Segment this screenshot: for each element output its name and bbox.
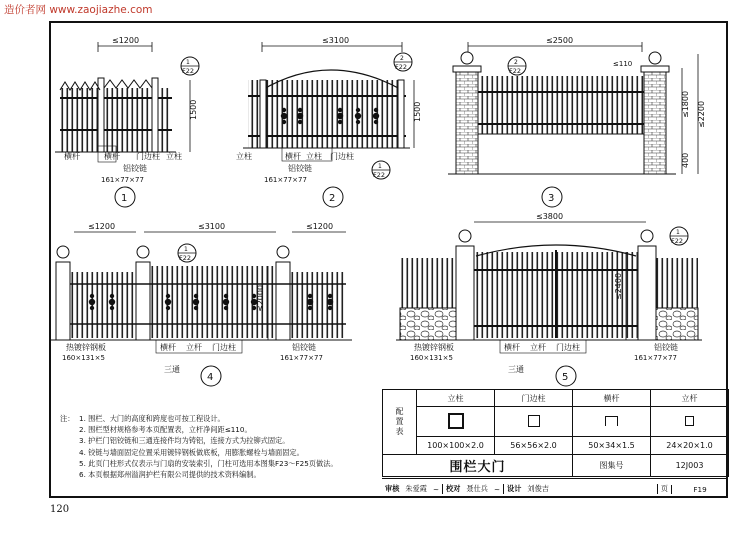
fig2-detail-top-number: 2 bbox=[400, 55, 404, 62]
note-item: 1. 围栏、大门的高度和跨度也可按工程设计。 bbox=[79, 414, 225, 423]
config-size-post: 100×100×2.0 bbox=[417, 437, 495, 455]
fig4-label-gate-post: 门边柱 bbox=[212, 343, 236, 352]
figure-5 bbox=[396, 212, 702, 386]
note-item: 6. 本页根据郑州溢润护栏有限公司提供的技术资料编制。 bbox=[79, 470, 261, 480]
note-item: 4. 铰链与墙面固定位置采用镀锌钢板做底板，用膨胀螺栓与墙面固定。 bbox=[79, 447, 304, 457]
fig1-part-size: 161×77×77 bbox=[101, 176, 144, 184]
drawing-title: 围栏大门 bbox=[383, 455, 573, 477]
fig4-height: ≤2000 bbox=[256, 284, 265, 312]
checker-name: 聂仕兵 bbox=[466, 484, 488, 493]
fig1-number: 1 bbox=[121, 193, 128, 204]
fig5-label-rail: 横杆 bbox=[504, 343, 520, 352]
fig4-plate-name: 热镀锌钢板 bbox=[66, 343, 106, 352]
designer-name: 刘俊吉 bbox=[527, 484, 549, 493]
fig5-label-post: 立杆 bbox=[530, 343, 546, 352]
fig4-number: 4 bbox=[207, 372, 214, 383]
post-section-icon bbox=[417, 407, 495, 437]
fig1-label-rail-2: 横杆 bbox=[104, 152, 120, 161]
fig2-detail-top-ref: F22 bbox=[395, 63, 408, 71]
fig2-height-dimension: 1500 bbox=[413, 101, 422, 122]
fig1-label-rail: 横杆 bbox=[64, 152, 80, 161]
fig5-number: 5 bbox=[562, 372, 569, 383]
atlas-label: 图集号 bbox=[599, 461, 624, 470]
page-number: 120 bbox=[50, 504, 70, 515]
fig2-detail-bottom-number: 1 bbox=[378, 163, 382, 170]
fig1-label-post: 立柱 bbox=[166, 152, 182, 161]
fig3-spacing-dimension: ≤110 bbox=[613, 60, 633, 68]
fig3-width-dimension: ≤2500 bbox=[546, 36, 574, 45]
config-table bbox=[382, 389, 729, 477]
fig5-plate-size: 160×131×5 bbox=[410, 354, 453, 362]
config-col-picket: 立杆 bbox=[651, 390, 729, 407]
fig5-tee: 三通 bbox=[508, 365, 524, 374]
fig2-part-size: 161×77×77 bbox=[264, 176, 307, 184]
fig4-tee: 三通 bbox=[164, 365, 180, 374]
fig1-part-name: 铝铰链 bbox=[123, 164, 147, 173]
fig3-detail-ref: F22 bbox=[509, 67, 522, 75]
note-item: 2. 围栏型材规格参考本页配置表，立杆净间距≤110。 bbox=[79, 425, 252, 435]
fig2-label-post: 立柱 bbox=[306, 152, 322, 161]
fig5-height: ≤2400 bbox=[614, 272, 623, 300]
atlas-number: 12J003 bbox=[651, 455, 729, 477]
design-label: 设计 bbox=[503, 484, 524, 494]
config-col-gate-post: 门边柱 bbox=[495, 390, 573, 407]
fig5-part-size: 161×77×77 bbox=[634, 354, 677, 362]
config-size-rail: 50×34×1.5 bbox=[573, 437, 651, 455]
signature-row: 审核 朱爱霞 ~ 校对 聂仕兵 ~ 设计 刘俊吉 页 F19 bbox=[382, 478, 728, 499]
fig4-label-rail: 横杆 bbox=[160, 343, 176, 352]
watermark: 造价者网 www.zaojiazhe.com bbox=[4, 4, 153, 16]
fig2-label-post-left: 立柱 bbox=[236, 152, 252, 161]
fig3-height-2: ≤2200 bbox=[697, 100, 706, 128]
fig2-detail-bottom-ref: F22 bbox=[373, 171, 386, 179]
fig3-height-1: ≤1800 bbox=[681, 90, 690, 118]
note-item: 5. 此页门柱形式仅表示与门扇的安装索引，门柱可选用本图集F23～F25页做法。 bbox=[79, 458, 338, 468]
fig3-detail-number: 2 bbox=[514, 59, 518, 66]
fig4-width-left: ≤1200 bbox=[88, 222, 116, 231]
fig5-width-dimension: ≤3800 bbox=[536, 212, 564, 221]
fig4-width-middle: ≤3100 bbox=[198, 222, 226, 231]
fig2-label-gate-post: 门边柱 bbox=[330, 152, 354, 161]
note-item: 3. 护栏门铝铰链和三通连接件均为铸铝，连接方式为拉铆式固定。 bbox=[79, 436, 290, 446]
fig4-part-name: 铝铰链 bbox=[292, 343, 316, 352]
fig2-part-name: 铝铰链 bbox=[288, 164, 312, 173]
fig1-width-dimension: ≤1200 bbox=[112, 36, 140, 45]
config-table-label: 配置表 bbox=[383, 390, 417, 455]
config-col-rail: 横杆 bbox=[573, 390, 651, 407]
fig3-height-3: 400 bbox=[681, 152, 690, 168]
fig5-detail-ref: F22 bbox=[671, 237, 684, 245]
figure-2 bbox=[236, 36, 422, 207]
page-label: 页 bbox=[657, 484, 671, 494]
fig5-part-name: 铝铰链 bbox=[654, 343, 678, 352]
notes-head: 注： bbox=[60, 414, 75, 423]
check-label: 校对 bbox=[442, 484, 463, 494]
figure-4 bbox=[50, 222, 352, 386]
fig5-label-gate-post: 门边柱 bbox=[556, 343, 580, 352]
config-size-picket: 24×20×1.0 bbox=[651, 437, 729, 455]
fig4-detail-ref: F22 bbox=[179, 254, 192, 262]
fig1-detail-ref: F22 bbox=[182, 67, 195, 75]
figure-1 bbox=[55, 36, 199, 207]
fig2-number: 2 bbox=[329, 193, 336, 204]
fig4-plate-size: 160×131×5 bbox=[62, 354, 105, 362]
gate-post-section-icon bbox=[495, 407, 573, 437]
fig5-plate-name: 热镀锌钢板 bbox=[414, 343, 454, 352]
fig3-number: 3 bbox=[548, 193, 555, 204]
fig4-label-post: 立杆 bbox=[186, 343, 202, 352]
fig1-height-dimension: 1500 bbox=[189, 99, 198, 120]
fig4-part-size: 161×77×77 bbox=[280, 354, 323, 362]
notes-list bbox=[60, 413, 390, 480]
fig1-detail-number: 1 bbox=[186, 59, 190, 66]
review-label: 审核 bbox=[385, 484, 400, 493]
fig5-detail-number: 1 bbox=[676, 229, 680, 236]
fig2-label-rail: 横杆 bbox=[285, 152, 301, 161]
sheet-page-number: F19 bbox=[671, 485, 728, 494]
fig1-label-gate-post: 门边柱 bbox=[136, 152, 160, 161]
config-col-post: 立柱 bbox=[417, 390, 495, 407]
fig4-detail-number: 1 bbox=[184, 246, 188, 253]
notes bbox=[60, 413, 390, 480]
reviewer-name: 朱爱霞 bbox=[405, 484, 427, 493]
fig2-width-dimension: ≤3100 bbox=[322, 36, 350, 45]
config-size-gate-post: 56×56×2.0 bbox=[495, 437, 573, 455]
rail-section-icon bbox=[573, 407, 651, 437]
figure-3 bbox=[448, 36, 706, 207]
picket-section-icon bbox=[651, 407, 729, 437]
fig4-width-right: ≤1200 bbox=[306, 222, 334, 231]
